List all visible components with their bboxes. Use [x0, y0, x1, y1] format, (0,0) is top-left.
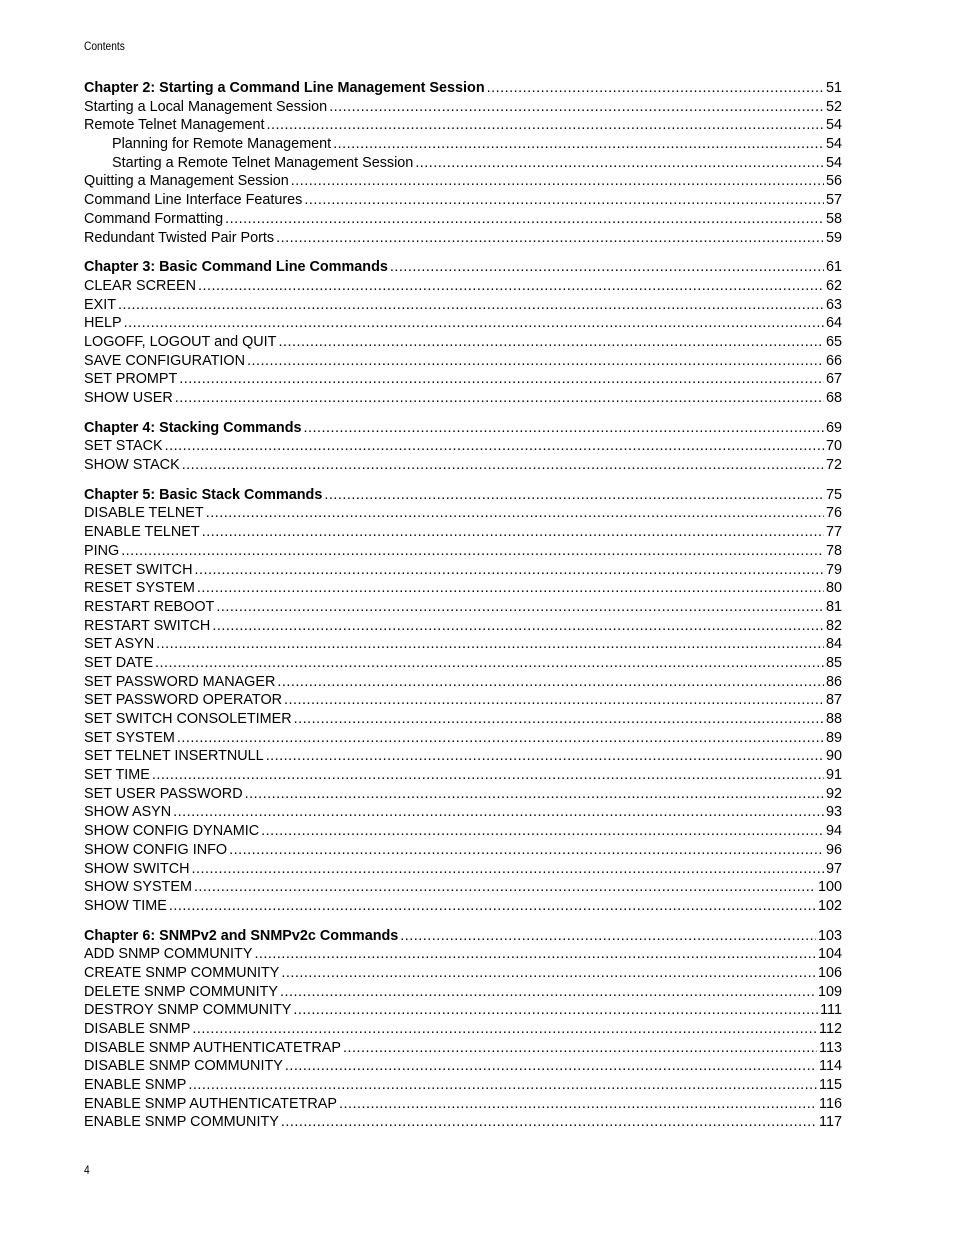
dot-leader: [156, 635, 824, 654]
entry-title: RESET SYSTEM: [84, 580, 195, 597]
dot-leader: [202, 523, 824, 542]
dot-leader: [121, 542, 824, 561]
page-number: 78: [825, 542, 842, 559]
dot-leader: [192, 1020, 817, 1039]
dot-leader: [206, 504, 824, 523]
page-number: 54: [825, 154, 842, 171]
dot-leader: [179, 370, 824, 389]
entry-title: HELP: [84, 315, 122, 332]
page-number: 104: [817, 946, 842, 963]
entry-title: SET PROMPT: [84, 371, 178, 388]
toc-entry[interactable]: [84, 1039, 842, 1058]
chapter-title: Chapter 5: Basic Stack Commands: [84, 486, 323, 503]
toc-entry[interactable]: [84, 729, 842, 748]
page-number: 52: [825, 98, 842, 115]
entry-title: SET TIME: [84, 767, 150, 784]
dot-leader: [245, 785, 824, 804]
page-number: 112: [819, 1021, 842, 1037]
chapter-title: Chapter 3: Basic Command Line Commands: [84, 259, 388, 276]
entry-title: ENABLE SNMP AUTHENTICATETRAP: [84, 1095, 337, 1112]
toc-entry[interactable]: [84, 673, 842, 692]
dot-leader: [192, 860, 824, 879]
dot-leader: [280, 983, 816, 1002]
page-number: 87: [825, 692, 842, 709]
entry-title: Remote Telnet Management: [84, 117, 265, 134]
entry-title: SET DATE: [84, 654, 154, 671]
dot-leader: [118, 296, 824, 315]
toc-entry[interactable]: [84, 710, 842, 729]
page-number: 54: [825, 117, 842, 134]
page-number: 82: [825, 617, 842, 634]
dot-leader: [278, 333, 824, 352]
page-number: 93: [825, 804, 842, 821]
page-number: 51: [825, 80, 842, 96]
page-number: 116: [819, 1095, 842, 1112]
dot-leader: [266, 747, 824, 766]
toc-entry[interactable]: [84, 1076, 842, 1095]
toc-entry[interactable]: [84, 654, 842, 673]
toc-entry[interactable]: [84, 561, 842, 580]
chapter-heading[interactable]: [84, 486, 842, 505]
entry-title: SHOW CONFIG DYNAMIC: [84, 823, 260, 840]
chapter-heading[interactable]: [84, 419, 842, 438]
dot-leader: [177, 729, 824, 748]
toc-entry[interactable]: [84, 191, 842, 210]
entry-title: SET PASSWORD MANAGER: [84, 673, 276, 690]
page-number: 86: [825, 673, 842, 690]
toc-entry[interactable]: [84, 314, 842, 333]
toc-entry[interactable]: [84, 964, 842, 983]
entry-title: Planning for Remote Management: [112, 136, 332, 153]
toc-entry[interactable]: [84, 523, 842, 542]
chapter-title: Chapter 6: SNMPv2 and SNMPv2c Commands: [84, 927, 399, 944]
dot-leader: [390, 258, 824, 277]
toc-entry[interactable]: [84, 983, 842, 1002]
dot-leader: [277, 673, 824, 692]
entry-title: ENABLE SNMP: [84, 1077, 187, 1094]
toc-entry[interactable]: [84, 437, 842, 456]
page-number: 63: [825, 296, 842, 313]
page-number: 62: [825, 277, 842, 294]
entry-title: LOGOFF, LOGOUT and QUIT: [84, 333, 277, 350]
page-number: 106: [817, 964, 842, 981]
page-number: 96: [825, 841, 842, 858]
dot-leader: [304, 191, 824, 210]
page-number: 56: [825, 173, 842, 190]
toc-entry[interactable]: [84, 504, 842, 523]
dot-leader: [333, 135, 824, 154]
dot-leader: [229, 841, 824, 860]
running-header: Contents: [84, 39, 125, 53]
entry-title: SET USER PASSWORD: [84, 785, 243, 802]
toc-subentry[interactable]: [84, 135, 842, 154]
entry-title: SHOW STACK: [84, 457, 180, 474]
toc-entry[interactable]: [84, 860, 842, 879]
entry-title: DELETE SNMP COMMUNITY: [84, 983, 279, 1000]
chapter-6-section: [84, 927, 842, 1133]
page-number: 72: [825, 457, 842, 474]
toc-entry[interactable]: [84, 785, 842, 804]
page-number: 114: [819, 1058, 842, 1075]
entry-title: Starting a Local Management Session: [84, 98, 328, 115]
toc-entry[interactable]: [84, 1020, 842, 1039]
toc-entry[interactable]: [84, 617, 842, 636]
entry-title: SET PASSWORD OPERATOR: [84, 692, 283, 709]
dot-leader: [415, 154, 824, 173]
entry-title: Quitting a Management Session: [84, 173, 289, 190]
dot-leader: [487, 79, 824, 98]
dot-leader: [194, 878, 816, 897]
toc-entry[interactable]: [84, 691, 842, 710]
toc-entry[interactable]: [84, 1057, 842, 1076]
dot-leader: [152, 766, 824, 785]
dot-leader: [169, 897, 816, 916]
toc-entry[interactable]: [84, 1113, 842, 1132]
chapter-heading[interactable]: [84, 927, 842, 946]
entry-title: PING: [84, 542, 120, 559]
page-number: 67: [825, 371, 842, 388]
dot-leader: [197, 579, 824, 598]
dot-leader: [293, 1001, 818, 1020]
page-number: 92: [825, 785, 842, 802]
page-number: 79: [825, 561, 842, 578]
page-number: 81: [825, 598, 842, 615]
entry-title: SHOW USER: [84, 390, 173, 406]
toc-entry[interactable]: [84, 579, 842, 598]
chapter-title: Chapter 4: Stacking Commands: [84, 419, 302, 436]
toc-entry[interactable]: [84, 389, 842, 408]
page-number: 100: [817, 879, 842, 896]
entry-title: Starting a Remote Telnet Management Session: [112, 154, 414, 171]
toc-entry[interactable]: [84, 841, 842, 860]
dot-leader: [281, 1113, 817, 1132]
dot-leader: [261, 822, 824, 841]
page-number: 65: [825, 333, 842, 350]
entry-title: DISABLE SNMP AUTHENTICATETRAP: [84, 1039, 341, 1056]
toc-entry[interactable]: [84, 172, 842, 191]
entry-title: SAVE CONFIGURATION: [84, 352, 245, 369]
page-number: 80: [825, 580, 842, 597]
entry-title: SET SYSTEM: [84, 729, 175, 746]
entry-title: SHOW SWITCH: [84, 860, 190, 877]
dot-leader: [343, 1039, 817, 1058]
dot-leader: [198, 277, 824, 296]
entry-title: RESTART REBOOT: [84, 598, 215, 615]
page-number: 113: [819, 1039, 842, 1056]
page-footer-number: 4: [84, 1163, 90, 1177]
page-number: 59: [825, 229, 842, 246]
entry-title: RESTART SWITCH: [84, 617, 211, 634]
dot-leader: [329, 98, 824, 117]
toc-entry[interactable]: [84, 635, 842, 654]
chapter-3-section: [84, 258, 842, 408]
page-number: 76: [825, 505, 842, 522]
toc-entry[interactable]: [84, 542, 842, 561]
chapter-heading[interactable]: [84, 258, 842, 277]
dot-leader: [339, 1095, 817, 1114]
page-number: 91: [825, 767, 842, 784]
chapter-title: Chapter 2: Starting a Command Line Management Session: [84, 80, 485, 96]
page-number: 97: [825, 860, 842, 877]
toc-entry[interactable]: [84, 822, 842, 841]
entry-title: SET TELNET INSERTNULL: [84, 748, 264, 765]
toc-entry[interactable]: [84, 210, 842, 229]
toc-subentry[interactable]: [84, 154, 842, 173]
entry-title: SHOW SYSTEM: [84, 879, 192, 896]
page-number: 75: [825, 486, 842, 503]
page-number: 109: [817, 983, 842, 1000]
toc-entry[interactable]: [84, 229, 842, 248]
dot-leader: [294, 710, 824, 729]
page-number: 77: [825, 524, 842, 541]
dot-leader: [284, 691, 824, 710]
dot-leader: [212, 617, 824, 636]
dot-leader: [254, 945, 816, 964]
entry-title: ADD SNMP COMMUNITY: [84, 946, 253, 963]
entry-title: Redundant Twisted Pair Ports: [84, 229, 275, 246]
page-number: 88: [825, 711, 842, 727]
chapter-heading[interactable]: [84, 79, 842, 98]
toc-entry[interactable]: [84, 1095, 842, 1114]
toc-entry[interactable]: [84, 370, 842, 389]
dot-leader: [124, 314, 824, 333]
page-number: 57: [825, 192, 842, 209]
dot-leader: [291, 172, 824, 191]
entry-title: CREATE SNMP COMMUNITY: [84, 964, 280, 981]
dot-leader: [285, 1057, 817, 1076]
dot-leader: [304, 419, 824, 438]
dot-leader: [182, 456, 824, 475]
dot-leader: [324, 486, 824, 505]
toc-entry[interactable]: [84, 296, 842, 315]
toc-entry[interactable]: [84, 747, 842, 766]
dot-leader: [247, 352, 824, 371]
toc-entry[interactable]: [84, 352, 842, 371]
dot-leader: [281, 964, 816, 983]
page-number: 58: [825, 210, 842, 227]
page-number: 90: [825, 748, 842, 765]
page-number: 61: [825, 259, 842, 276]
dot-leader: [165, 437, 824, 456]
dot-leader: [155, 654, 824, 673]
toc-entry[interactable]: [84, 897, 842, 916]
page-number: 102: [817, 897, 842, 914]
toc-entry[interactable]: [84, 116, 842, 135]
chapter-5-section: [84, 486, 842, 916]
page-number: 68: [825, 390, 842, 406]
dot-leader: [225, 210, 824, 229]
entry-title: SET ASYN: [84, 636, 155, 653]
entry-title: DESTROY SNMP COMMUNITY: [84, 1002, 292, 1019]
entry-title: ENABLE SNMP COMMUNITY: [84, 1114, 279, 1131]
entry-title: SET SWITCH CONSOLETIMER: [84, 711, 292, 727]
page-number: 94: [825, 823, 842, 840]
page-number: 64: [825, 315, 842, 332]
page-number: 54: [825, 136, 842, 153]
table-of-contents: [84, 79, 842, 1143]
page-number: 117: [819, 1114, 842, 1131]
entry-title: DISABLE SNMP COMMUNITY: [84, 1058, 283, 1075]
page-number: 115: [819, 1077, 842, 1094]
chapter-4-section: [84, 419, 842, 475]
toc-entry[interactable]: [84, 277, 842, 296]
page-number: 111: [820, 1002, 842, 1019]
entry-title: Command Line Interface Features: [84, 192, 303, 209]
page-number: 85: [825, 654, 842, 671]
toc-entry[interactable]: [84, 1001, 842, 1020]
entry-title: SHOW ASYN: [84, 804, 172, 821]
entry-title: DISABLE SNMP: [84, 1021, 191, 1037]
toc-entry[interactable]: [84, 98, 842, 117]
entry-title: RESET SWITCH: [84, 561, 193, 578]
entry-title: ENABLE TELNET: [84, 524, 200, 541]
dot-leader: [175, 389, 824, 408]
entry-title: SHOW TIME: [84, 897, 167, 914]
toc-entry[interactable]: [84, 598, 842, 617]
toc-entry[interactable]: [84, 803, 842, 822]
page-number: 69: [825, 419, 842, 436]
toc-entry[interactable]: [84, 878, 842, 897]
dot-leader: [188, 1076, 817, 1095]
dot-leader: [194, 561, 824, 580]
entry-title: Command Formatting: [84, 210, 224, 227]
toc-entry[interactable]: [84, 945, 842, 964]
dot-leader: [400, 927, 816, 946]
dot-leader: [173, 803, 824, 822]
chapter-2-section: [84, 79, 842, 247]
entry-title: CLEAR SCREEN: [84, 277, 196, 294]
page-number: 84: [825, 636, 842, 653]
entry-title: DISABLE TELNET: [84, 505, 204, 522]
page-number: 89: [825, 729, 842, 746]
page-number: 70: [825, 438, 842, 455]
entry-title: SET STACK: [84, 438, 163, 455]
page-number: 103: [817, 927, 842, 944]
toc-entry[interactable]: [84, 333, 842, 352]
dot-leader: [216, 598, 824, 617]
toc-entry[interactable]: [84, 766, 842, 785]
entry-title: EXIT: [84, 296, 116, 313]
dot-leader: [267, 116, 824, 135]
dot-leader: [276, 229, 824, 248]
page-number: 66: [825, 352, 842, 369]
toc-entry[interactable]: [84, 456, 842, 475]
entry-title: SHOW CONFIG INFO: [84, 841, 228, 858]
